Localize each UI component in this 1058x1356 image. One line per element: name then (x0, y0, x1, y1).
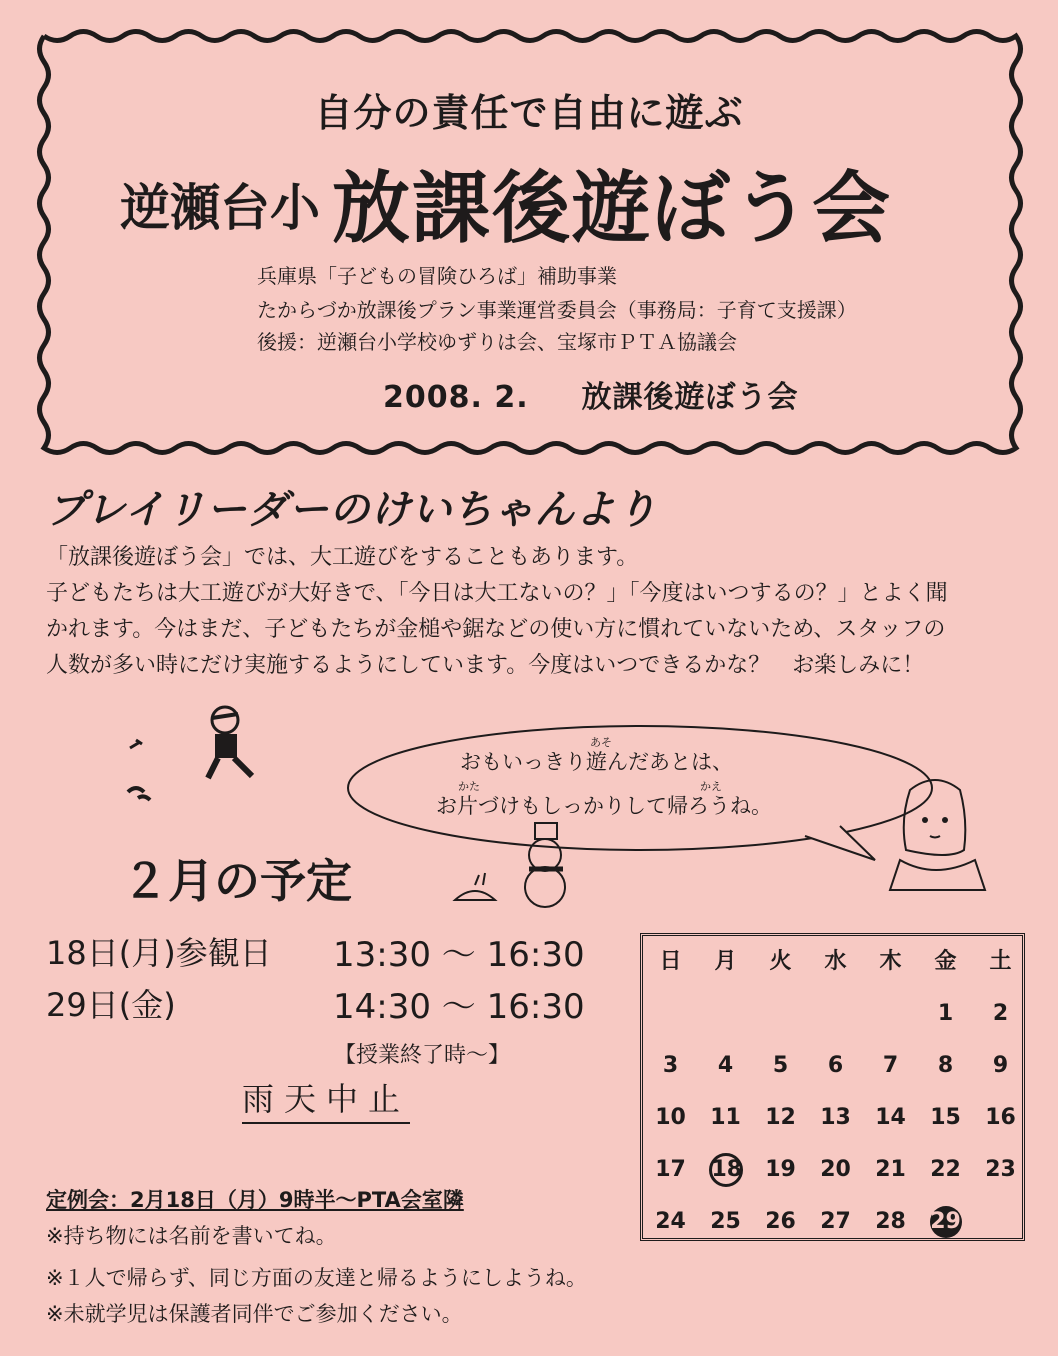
calendar-day-16: 16 (985, 1105, 1016, 1130)
info-line-2: たからづか放課後プラン事業運営委員会（事務局：子育て支援課） (257, 298, 857, 322)
calendar-day-17: 17 (655, 1157, 686, 1182)
calendar-day-25: 25 (710, 1209, 741, 1234)
calendar-day-26: 26 (765, 1209, 796, 1234)
calendar-day-9: 9 (992, 1053, 1009, 1078)
calendar-day-22: 22 (930, 1157, 961, 1182)
schedule-time-1: 13:30 ～ 16:30 (333, 935, 585, 975)
info-line-1: 兵庫県「子どもの冒険ひろば」補助事業 (257, 264, 617, 288)
note-line-3: ※未就学児は保護者同伴でご参加ください。 (46, 1302, 463, 1326)
schedule-title: ２月の予定 (122, 854, 352, 908)
calendar-day-14: 14 (875, 1105, 906, 1130)
message-line-3: かれます。今はまだ、子どもたちが金槌や鋸などの使い方に慣れていないため、スタッフの (46, 617, 946, 642)
calendar-day-21: 21 (875, 1157, 906, 1182)
issue-name: 放課後遊ぼう会 (581, 380, 799, 415)
calendar-day-6: 6 (827, 1053, 844, 1078)
calendar-day-5: 5 (772, 1053, 789, 1078)
header-subtitle: 自分の責任で自由に遊ぶ (314, 91, 744, 135)
girl-illustration (880, 770, 990, 900)
note-line-1: ※持ち物には名前を書いてね。 (46, 1224, 337, 1248)
ruby-kata: かた (458, 780, 480, 793)
calendar-day-1: 1 (937, 1001, 954, 1026)
ruby-kae: かえ (700, 780, 722, 793)
note-line-2: ※１人で帰らず、同じ方面の友達と帰るようにしようね。 (46, 1266, 587, 1290)
calendar-weekday-2: 火 (769, 949, 792, 974)
snowman-illustration (445, 815, 585, 910)
bubble-line-2: お片づけもしっかりして帰ろうね。 (436, 794, 772, 818)
calendar-weekday-1: 月 (714, 949, 737, 974)
calendar-day-18: 18 (698, 1144, 753, 1196)
message-heading: プレイリーダーのけいちゃんより (46, 487, 658, 533)
calendar-day-23: 23 (985, 1157, 1016, 1182)
calendar-day-27: 27 (820, 1209, 851, 1234)
calendar-day-13: 13 (820, 1105, 851, 1130)
calendar-day-11: 11 (710, 1105, 741, 1130)
calendar-weekday-5: 金 (934, 949, 957, 974)
calendar-day-8: 8 (937, 1053, 954, 1078)
calendar-day-3: 3 (662, 1053, 679, 1078)
calendar-weekday-6: 土 (989, 949, 1012, 974)
calendar-day-24: 24 (655, 1209, 686, 1234)
calendar-day-4: 4 (717, 1053, 734, 1078)
ruby-asobu: あそ (590, 736, 612, 749)
message-line-2: 子どもたちは大工遊びが大好きで、「今日は大工ないの？」「今度はいつするの？」とよく聞 (46, 581, 948, 606)
message-line-4: 人数が多い時にだけ実施するようにしています。今度はいつできるかな？ お楽しみに！ (46, 653, 925, 678)
school-name: 逆瀬台小 (120, 179, 320, 237)
bubble-line-1: おもいっきり遊んだあとは、 (460, 750, 733, 774)
calendar-grid (643, 936, 1022, 1238)
calendar-weekday-3: 水 (824, 949, 847, 974)
issue-line (383, 372, 799, 416)
calendar-day-28: 28 (875, 1209, 906, 1234)
calendar-weekday-0: 日 (659, 949, 682, 974)
schedule-time-2: 14:30 ～ 16:30 (333, 987, 585, 1027)
calendar-day-15: 15 (930, 1105, 961, 1130)
calendar-day-12: 12 (765, 1105, 796, 1130)
info-line-3: 後援：逆瀬台小学校ゆずりは会、宝塚市ＰＴＡ協議会 (257, 330, 737, 354)
calendar-day-20: 20 (820, 1157, 851, 1182)
rain-cancel-notice: 雨天中止 (242, 1074, 410, 1124)
message-line-1: 「放課後遊ぼう会」では、大工遊びをすることもあります。 (46, 545, 639, 570)
page-title: 放課後遊ぼう会 (332, 164, 893, 254)
schedule-note: 【授業終了時～】 (334, 1043, 511, 1068)
calendar-february (640, 933, 1025, 1241)
calendar-day-7: 7 (882, 1053, 899, 1078)
calendar-day-2: 2 (992, 1001, 1009, 1026)
regular-meeting-note: 定例会：2月18日（月）9時半～PTA会室隣 (46, 1188, 464, 1212)
issue-date: 2008. 2. (383, 380, 529, 415)
schedule-date-1: 18日(月)参観日 (46, 934, 272, 972)
calendar-day-19: 19 (765, 1157, 796, 1182)
calendar-day-10: 10 (655, 1105, 686, 1130)
children-running-illustration (100, 700, 280, 810)
schedule-date-2: 29日(金) (46, 986, 176, 1024)
calendar-day-29: 29 (918, 1196, 973, 1248)
calendar-weekday-4: 木 (879, 949, 902, 974)
